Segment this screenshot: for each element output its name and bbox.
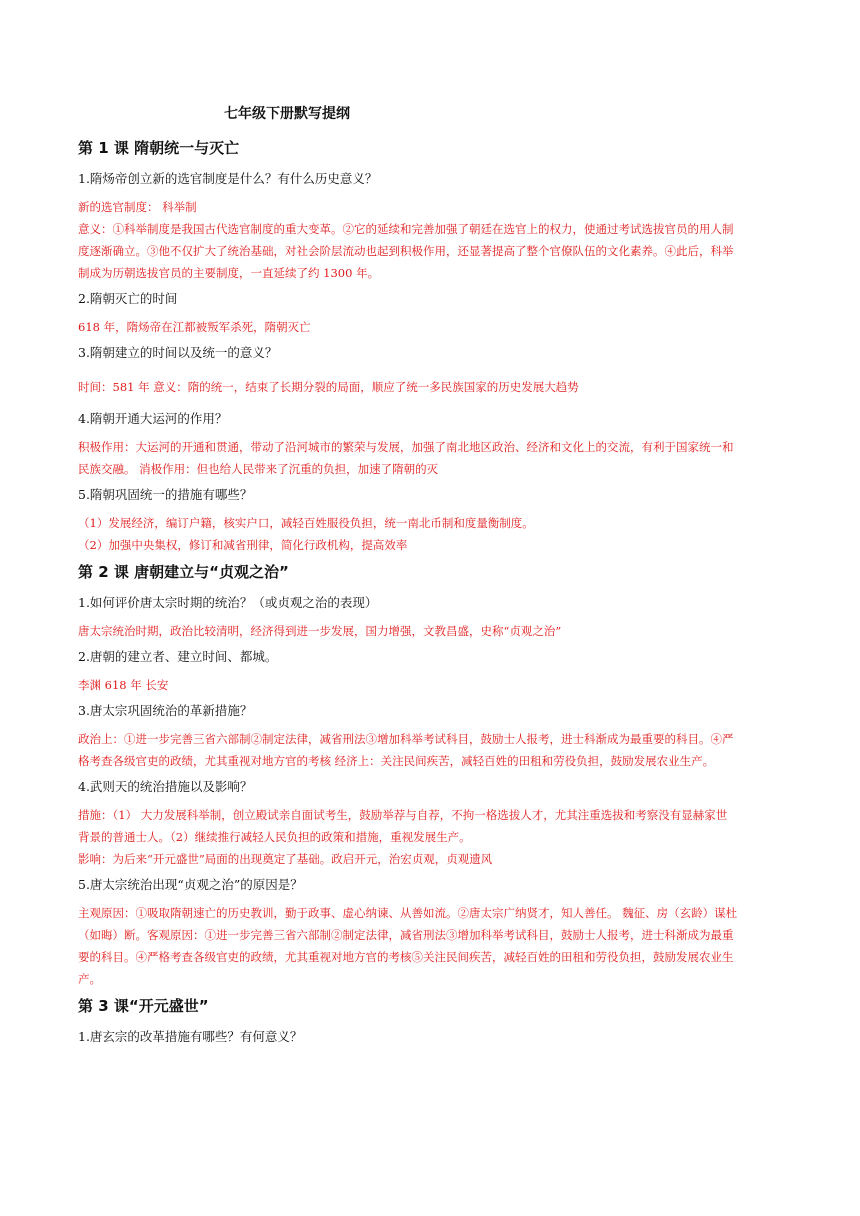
answer: [78, 196, 738, 284]
answer-line: 政治上：①进一步完善三省六部制②制定法律，减省刑法③增加科举考试科目，鼓励士人报考，进士科渐成为最重要的科目。④严格考查各级官吏的政绩，尤其重视对地方官的考核 经济上：关注民间疾苦，减轻百姓的田租和劳役负担，鼓励发展农业生产。: [78, 732, 734, 768]
answer-line: （1）发展经济，编订户籍，核实户口，减轻百姓服役负担，统一南北币制和度量衡制度。: [78, 516, 534, 530]
document-title: 七年级下册默写提纲: [224, 106, 350, 122]
question: 1.如何评价唐太宗时期的统治？（或贞观之治的表现）: [78, 595, 378, 610]
answer: [78, 728, 738, 772]
answer: [78, 316, 738, 338]
answer-line: 李渊 618 年 长安: [78, 678, 169, 692]
question: 4.隋朝开通大运河的作用？: [78, 411, 228, 426]
answer: [78, 620, 738, 642]
answer-line: 唐太宗统治时期，政治比较清明，经济得到进一步发展，国力增强，文教昌盛，史称“贞观之治”: [78, 624, 562, 638]
answer-line: 618 年，隋炀帝在江都被叛军杀死，隋朝灭亡: [78, 320, 311, 334]
lesson-2-title: 第 2 课 唐朝建立与“贞观之治”: [78, 563, 289, 581]
answer-line: 意义：①科举制度是我国古代选官制度的重大变革。②它的延续和完善加强了朝廷在选官上的权力，使通过考试选拔官员的用人制度逐渐确立。③他不仅扩大了统治基础，对社会阶层流动也起到积极作用，还显著提高了整个官僚队伍的文化素养。④此后，科举制成为历朝选拔官员的主要制度，一直延续了约 1300 年。: [78, 222, 734, 280]
question: 2.唐朝的建立者、建立时间、都城。: [78, 649, 278, 664]
answer-line: （2）加强中央集权，修订和减省刑律，简化行政机构，提高效率: [78, 538, 408, 552]
question: 1.隋炀帝创立新的选官制度是什么？有什么历史意义？: [78, 171, 378, 186]
lesson-1-title: 第 1 课 隋朝统一与灭亡: [78, 139, 240, 157]
question: 3.隋朝建立的时间以及统一的意义？: [78, 345, 278, 360]
question: 1.唐玄宗的改革措施有哪些？有何意义？: [78, 1029, 303, 1044]
lesson-3-title: 第 3 课“开元盛世”: [78, 997, 209, 1015]
answer-line: 积极作用：大运河的开通和贯通，带动了沿河城市的繁荣与发展，加强了南北地区政治、经济和文化上的交流，有利于国家统一和民族交融。 消极作用：但也给人民带来了沉重的负担，加速了隋朝的灭: [78, 440, 734, 476]
question: 2.隋朝灭亡的时间: [78, 291, 178, 306]
answer: [78, 376, 738, 398]
answer-line: 主观原因：①吸取隋朝速亡的历史教训，勤于政事、虚心纳谏、从善如流。②唐太宗广纳贤才，知人善任。 魏征、房（玄龄）谋杜（如晦）断。客观原因：①进一步完善三省六部制②制定法律，减省刑法③增加科举考试科目，鼓励士人报考，进士科渐成为最重要的科目。④严格考查各级官吏的政绩，尤其重视对地方官的考核⑤关注民间疾苦，减轻百姓的田租和劳役负担，鼓励发展农业生产。: [78, 906, 738, 986]
answer-line: 影响：为后来“开元盛世”局面的出现奠定了基础。政启开元，治宏贞观，贞观遗风: [78, 852, 493, 866]
question: 5.唐太宗统治出现“贞观之治”的原因是？: [78, 877, 303, 892]
answer: [78, 436, 738, 480]
answer: [78, 804, 738, 870]
question: 5.隋朝巩固统一的措施有哪些？: [78, 487, 253, 502]
answer-line: 措施：（1） 大力发展科举制，创立殿试亲自面试考生，鼓励举荐与自荐，不拘一格选拔人才，尤其注重选拔和考察没有显赫家世背景的普通士人。（2）继续推行减轻人民负担的政策和措施，重视发展生产。: [78, 808, 728, 844]
answer: [78, 512, 738, 556]
question: 3.唐太宗巩固统治的革新措施？: [78, 703, 253, 718]
question: 4.武则天的统治措施以及影响？: [78, 779, 253, 794]
answer-line: 时间：581 年 意义：隋的统一，结束了长期分裂的局面，顺应了统一多民族国家的历史发展大趋势: [78, 380, 579, 394]
answer: [78, 902, 738, 990]
answer: [78, 674, 738, 696]
document-page: [78, 104, 738, 1054]
answer-line: 新的选官制度： 科举制: [78, 200, 197, 214]
